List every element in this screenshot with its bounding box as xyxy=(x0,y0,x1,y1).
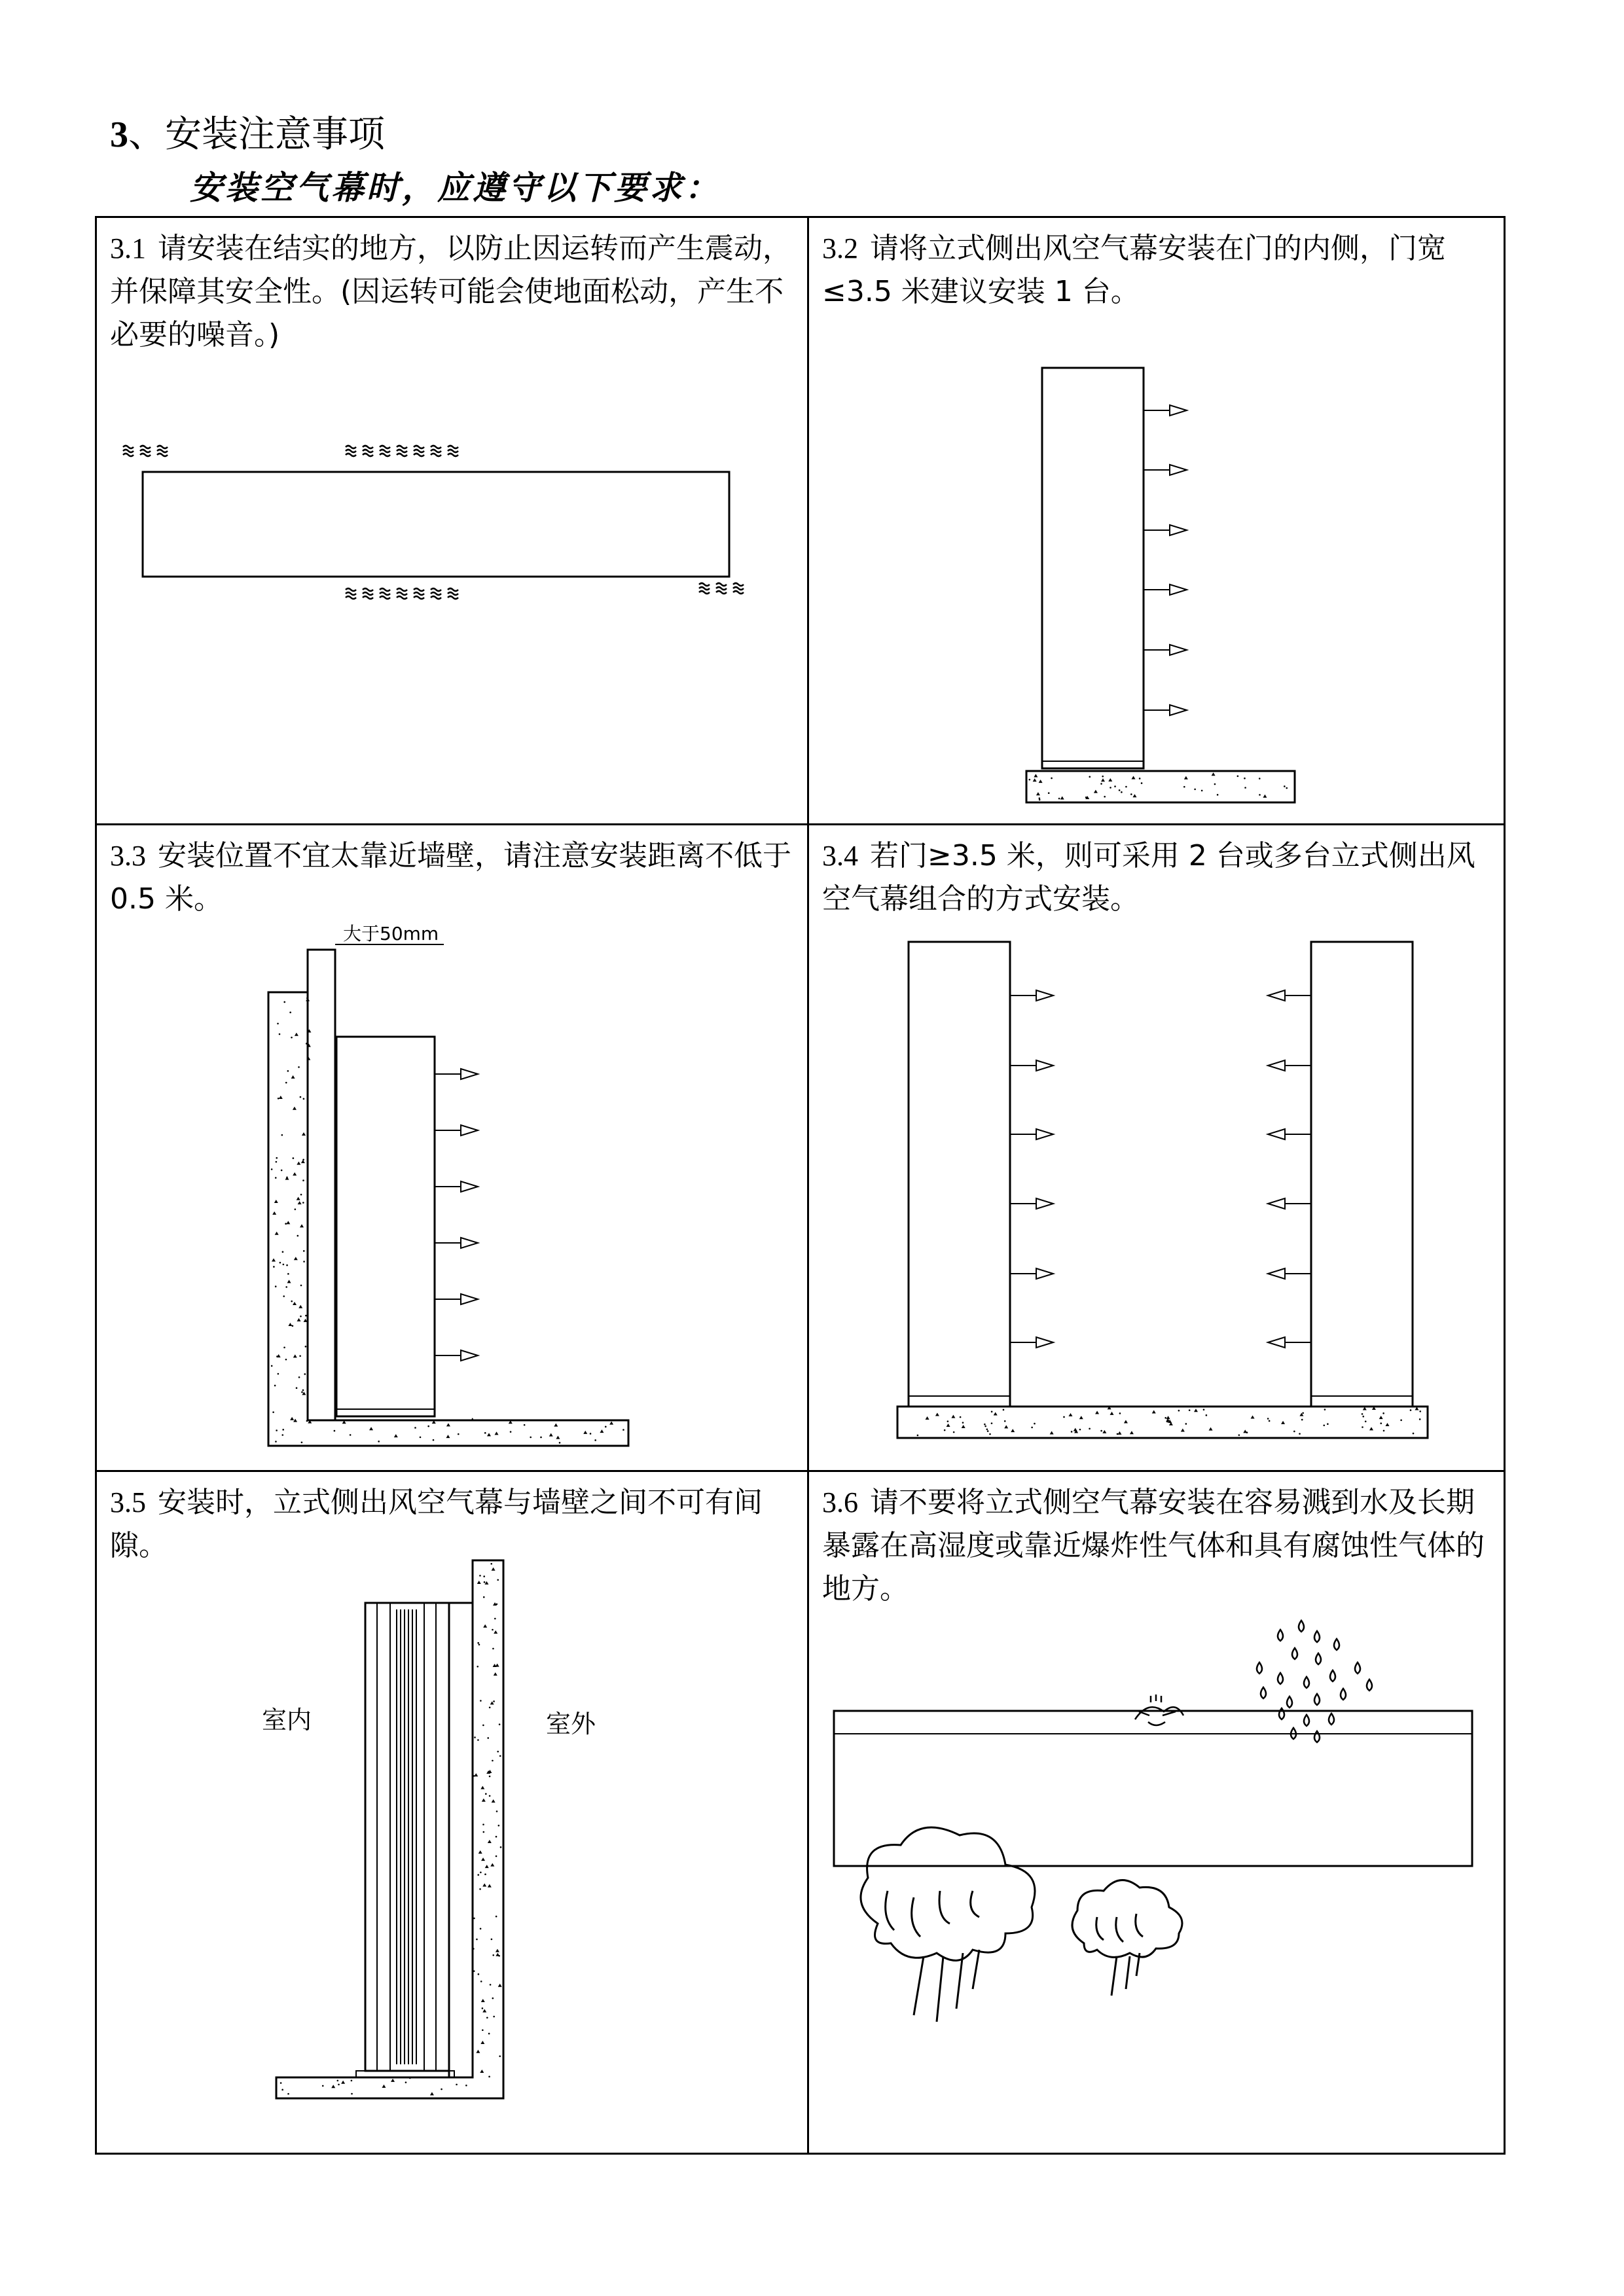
concrete-floor xyxy=(897,1407,1428,1438)
right-airflow-arrows xyxy=(1268,990,1311,1348)
fig-3-3-wall-distance xyxy=(97,825,807,1470)
fig-3-4-dual-units xyxy=(809,825,1504,1470)
airflow-arrow xyxy=(435,1069,478,1079)
airflow-arrow xyxy=(435,1350,478,1361)
fig-3-2-single-unit xyxy=(809,218,1504,823)
section-heading xyxy=(110,113,385,156)
airflow-arrow xyxy=(435,1181,478,1192)
airflow-arrow xyxy=(1010,1129,1053,1139)
air-curtain-unit xyxy=(1042,368,1144,768)
horizontal-unit xyxy=(143,472,729,577)
section-title: 、安装注意事项 xyxy=(128,113,385,156)
airflow-arrow xyxy=(1144,405,1187,416)
cell-3-1 xyxy=(96,217,808,825)
table-row xyxy=(96,1471,1505,2154)
water-drops-icon xyxy=(1257,1621,1372,1742)
unit-grille-lines xyxy=(377,1603,436,2071)
fig-3-6-hazards xyxy=(809,1472,1504,2153)
cell-number: 3.1 xyxy=(110,232,146,264)
cell-description: 请安装在结实的地方，以防止因运转而产生震动，并保障其安全性。(因运转可能会使地面松动，产生不必要的噪音。) xyxy=(110,232,791,351)
cell-description: 安装位置不宜太靠近墙壁，请注意安装距离不低于 0.5 米。 xyxy=(110,839,791,916)
cell-description: 请将立式侧出风空气幕安装在门的内侧，门宽≤3.5 米建议安装 1 台。 xyxy=(822,232,1446,308)
left-airflow-arrows xyxy=(1010,990,1053,1348)
airflow-arrow xyxy=(1010,1060,1053,1071)
indoor-label: 室内 xyxy=(262,1706,312,1734)
cell-3-4 xyxy=(808,825,1505,1471)
cell-number: 3.6 xyxy=(822,1486,858,1518)
airflow-arrow xyxy=(1144,705,1187,715)
airflow-arrow xyxy=(1144,465,1187,475)
concrete-floor xyxy=(1026,771,1295,802)
cell-description: 请不要将立式侧空气幕安装在容易溅到水及长期暴露在高湿度或靠近爆炸性气体和具有腐蚀性气体的地方。 xyxy=(822,1486,1485,1605)
fig-3-5-no-gap xyxy=(97,1472,807,2153)
section-subheading: 安装空气幕时，应遵守以下要求： xyxy=(190,168,720,207)
airflow-arrow xyxy=(1010,1268,1053,1279)
airflow-arrow xyxy=(1268,1129,1311,1139)
table-row xyxy=(96,825,1505,1471)
airflow-arrow xyxy=(1268,1337,1311,1348)
air-curtain-unit xyxy=(336,1037,435,1416)
fig-3-1-unit-diagram xyxy=(97,218,807,823)
cell-number: 3.5 xyxy=(110,1486,146,1518)
table-row xyxy=(96,217,1505,825)
airflow-arrow xyxy=(1268,1060,1311,1071)
steam-cloud-icon xyxy=(861,1827,1182,2022)
airflow-arrow xyxy=(435,1125,478,1136)
airflow-arrow xyxy=(1010,1198,1053,1209)
outdoor-label: 室外 xyxy=(546,1710,596,1738)
cell-number: 3.2 xyxy=(822,232,858,264)
section-number: 3 xyxy=(110,115,128,155)
right-air-curtain-unit xyxy=(1311,942,1413,1407)
airflow-arrows xyxy=(1144,405,1187,715)
cell-description: 安装时，立式侧出风空气幕与墙壁之间不可有间隙。 xyxy=(110,1486,763,1562)
airflow-arrow xyxy=(1268,990,1311,1001)
cell-number: 3.3 xyxy=(110,840,146,872)
airflow-arrow xyxy=(435,1238,478,1248)
airflow-arrow xyxy=(1144,584,1187,595)
wall-panel xyxy=(308,950,335,1420)
cell-3-6 xyxy=(808,1471,1505,2154)
cell-description: 若门≥3.5 米，则可采用 2 台或多台立式侧出风空气幕组合的方式安装。 xyxy=(822,839,1475,916)
cell-number: 3.4 xyxy=(822,840,858,872)
airflow-arrows xyxy=(435,1069,478,1361)
instruction-table xyxy=(95,216,1506,2155)
airflow-arrow xyxy=(1010,990,1053,1001)
airflow-arrow xyxy=(1144,645,1187,655)
airflow-arrow xyxy=(1010,1337,1053,1348)
cell-3-2 xyxy=(808,217,1505,825)
cell-3-3 xyxy=(96,825,808,1471)
left-air-curtain-unit xyxy=(909,942,1010,1407)
airflow-arrow xyxy=(1268,1268,1311,1279)
concrete-texture xyxy=(280,1563,502,2095)
cell-3-5 xyxy=(96,1471,808,2154)
wall-panel xyxy=(449,1603,473,2077)
airflow-arrow xyxy=(1268,1198,1311,1209)
airflow-arrow xyxy=(1144,525,1187,535)
dimension-label: 大于50mm xyxy=(343,923,439,944)
airflow-arrow xyxy=(435,1294,478,1304)
